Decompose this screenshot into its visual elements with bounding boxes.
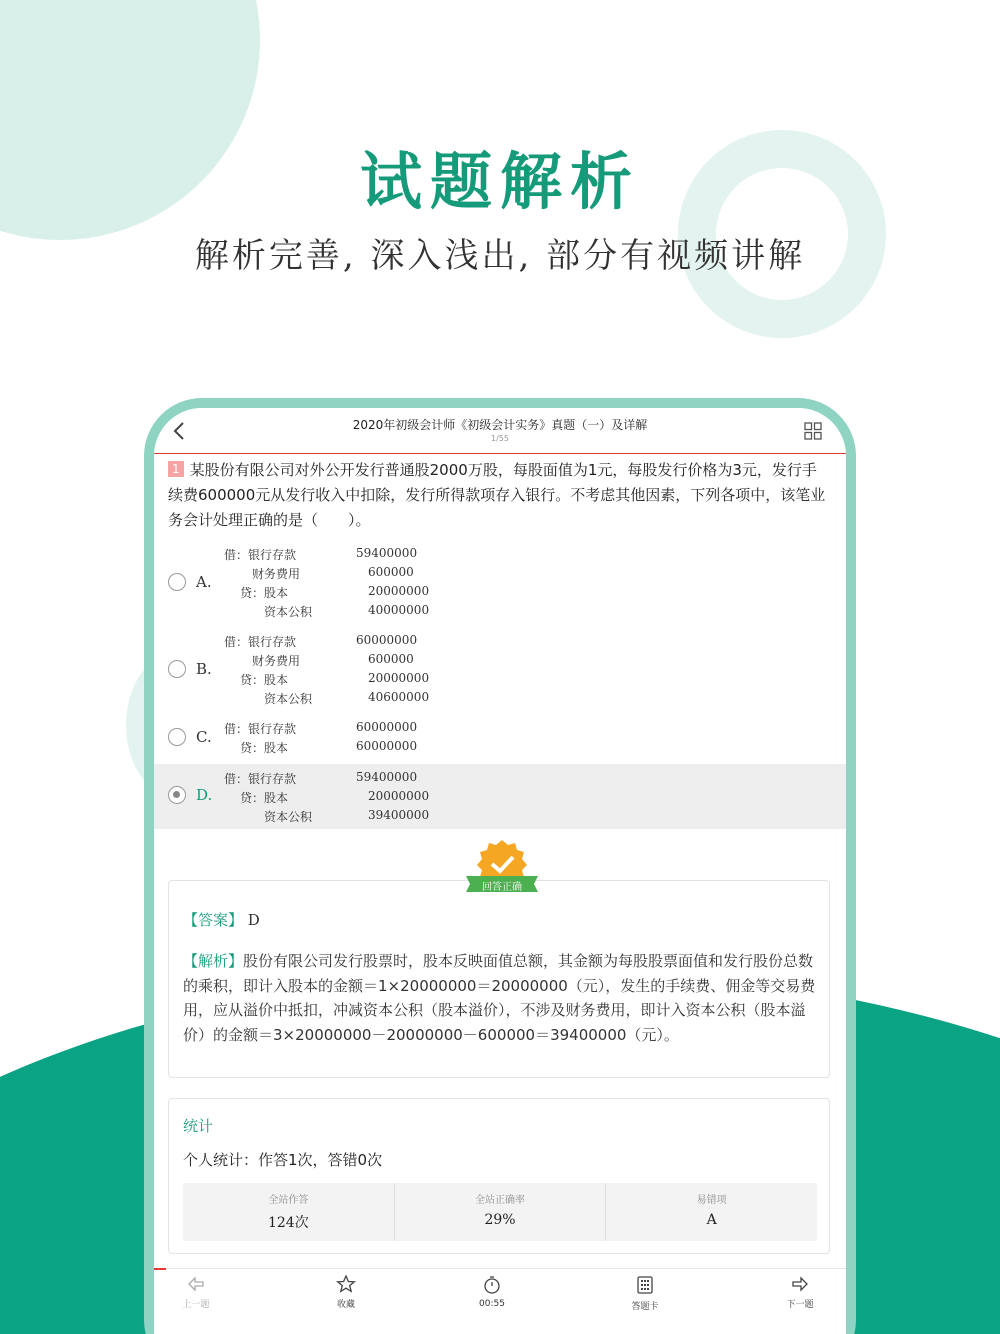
progress-indicator	[154, 1268, 166, 1270]
badge-text: 回答正确	[482, 882, 522, 893]
answer-card-button[interactable]	[605, 1275, 685, 1312]
personal-stats: 个人统计：作答1次，答错0次	[183, 1151, 383, 1169]
site-stats	[183, 1183, 817, 1241]
arrow-right-icon	[790, 1275, 810, 1293]
question-text-block	[168, 458, 828, 533]
grid-icon	[804, 422, 822, 440]
option-c-letter: C.	[196, 728, 212, 746]
nav-bar	[154, 408, 846, 454]
entry-label: 贷：股本	[240, 741, 289, 755]
option-c-radio[interactable]	[168, 728, 186, 746]
grid-button[interactable]	[804, 422, 822, 440]
option-a-letter: A.	[196, 573, 212, 591]
timer-icon	[482, 1275, 502, 1295]
stat-value: A	[706, 1212, 717, 1228]
answer-card	[168, 880, 830, 1078]
stat-common-wrong	[605, 1183, 817, 1241]
entry-label: 贷：股本	[240, 586, 289, 600]
entry-amount: 600000	[368, 565, 414, 579]
option-d-letter: D.	[196, 786, 213, 804]
stat-value: 29%	[484, 1212, 516, 1228]
question-counter: 1/55	[491, 434, 509, 443]
option-b-letter: B.	[196, 660, 212, 678]
next-question-button[interactable]	[760, 1275, 840, 1310]
entry-label: 资本公积	[264, 605, 313, 619]
entry-label: 借：银行存款	[224, 772, 297, 786]
entry-amount: 40000000	[368, 603, 430, 617]
option-b-radio[interactable]	[168, 660, 186, 678]
answer-value: D	[247, 911, 260, 929]
arrow-left-icon	[186, 1275, 206, 1293]
entry-label: 借：银行存款	[224, 635, 297, 649]
tab-label: 下一题	[786, 1300, 814, 1310]
prev-question-button[interactable]	[156, 1275, 236, 1310]
entry-amount: 39400000	[368, 808, 430, 822]
option-c[interactable]	[154, 716, 846, 762]
entry-amount: 60000000	[356, 720, 418, 734]
entry-label: 资本公积	[264, 810, 313, 824]
option-d[interactable]	[154, 764, 846, 829]
entry-amount: 59400000	[356, 770, 418, 784]
tab-label: 上一题	[182, 1300, 210, 1310]
correct-badge	[462, 838, 542, 898]
entry-label: 借：银行存款	[224, 722, 297, 736]
exam-title: 2020年初级会计师《初级会计实务》真题（一）及详解	[352, 418, 648, 432]
entry-amount: 40600000	[368, 690, 430, 704]
entry-amount: 20000000	[368, 584, 430, 598]
entry-amount: 60000000	[356, 633, 418, 647]
stat-label: 全站正确率	[475, 1195, 525, 1206]
timer-label: 00:55	[479, 1299, 505, 1309]
analysis-text: 股份有限公司发行股票时，股本反映面值总额，其金额为每股股票面值和发行股份总数的乘积，即计入股本的金额＝1×20000000＝20000000（元），发生的手续费、佣金等交易费用，应从溢价中抵扣，冲减资本公积（股本溢价），不涉及财务费用，即计入资本公积（股本溢价）的金额＝3×20000000－20000000－600000＝39400000（元）。	[183, 952, 816, 1044]
stat-accuracy	[394, 1183, 606, 1241]
analysis-label: 【解析】	[183, 952, 244, 970]
hero-subtitle: 解析完善, 深入浅出, 部分有视频讲解	[194, 236, 806, 276]
app-screen	[154, 408, 846, 1334]
question-number: 1	[168, 461, 184, 477]
timer-button[interactable]	[452, 1275, 532, 1309]
hero-title: 试题解析	[359, 145, 640, 218]
entry-label: 贷：股本	[240, 673, 289, 687]
stat-label: 易错项	[696, 1195, 727, 1206]
question-text: 某股份有限公司对外公开发行普通股2000万股，每股面值为1元，每股发行价格为3元，发行手续费600000元从发行收入中扣除，发行所得款项存入银行。不考虑其他因素，下列各项中，该笔业务会计处理正确的是（ ）。	[168, 461, 826, 529]
entry-amount: 60000000	[356, 739, 418, 753]
stat-label: 全站作答	[268, 1195, 309, 1206]
answer-label: 【答案】	[183, 911, 244, 929]
bottom-toolbar	[154, 1268, 846, 1334]
stats-card	[168, 1098, 830, 1254]
option-b[interactable]	[154, 629, 846, 713]
stats-title: 统计	[183, 1117, 214, 1135]
entry-label: 借：银行存款	[224, 548, 297, 562]
option-d-radio[interactable]	[168, 786, 186, 804]
option-a-radio[interactable]	[168, 573, 186, 591]
entry-amount: 20000000	[368, 671, 430, 685]
answer-line	[183, 909, 260, 930]
entry-amount: 59400000	[356, 546, 418, 560]
stat-value: 124次	[267, 1215, 309, 1231]
stat-total-answers	[183, 1183, 394, 1241]
entry-label: 财务费用	[252, 567, 301, 581]
answer-card-icon	[635, 1275, 655, 1295]
entry-label: 贷：股本	[240, 791, 289, 805]
tab-label: 收藏	[336, 1300, 355, 1310]
entry-amount: 20000000	[368, 789, 430, 803]
entry-label: 财务费用	[252, 654, 301, 668]
tab-label: 答题卡	[631, 1302, 659, 1312]
option-a[interactable]	[154, 542, 846, 626]
favorite-button[interactable]	[306, 1275, 386, 1310]
entry-amount: 600000	[368, 652, 414, 666]
star-icon	[336, 1275, 356, 1293]
analysis-block	[183, 949, 817, 1047]
entry-label: 资本公积	[264, 692, 313, 706]
